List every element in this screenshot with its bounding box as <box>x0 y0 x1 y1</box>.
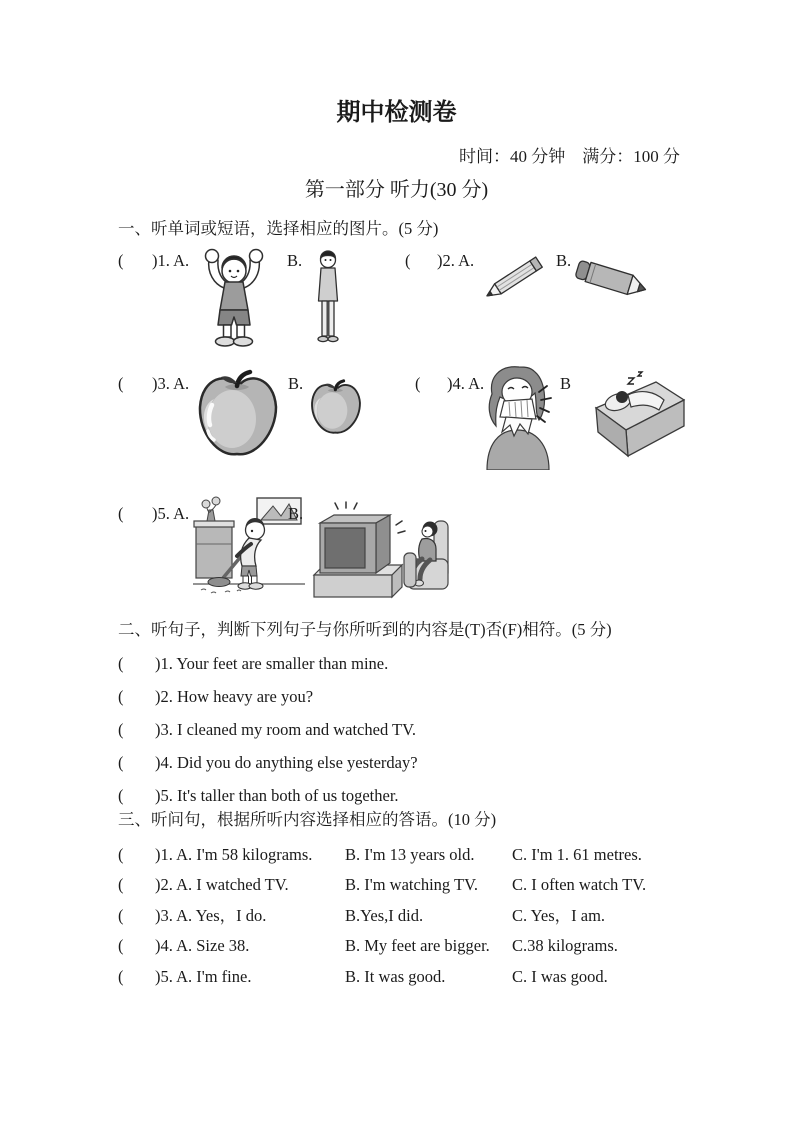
girl-sleeping-on-bed-image <box>588 370 688 462</box>
answer-paren: ( <box>118 936 124 955</box>
answer-paren: ( <box>118 720 124 739</box>
q2-option-a-label: )2. A. <box>437 251 475 270</box>
q1-option-a-label: )1. A. <box>152 251 190 270</box>
tf-item-5 <box>118 786 399 807</box>
tf-sentence: )1. Your feet are smaller than mine. <box>155 654 389 673</box>
answer-paren-q3: ( <box>118 374 124 393</box>
tf-sentence: )2. How heavy are you? <box>155 687 314 706</box>
tf-sentence: )3. I cleaned my room and watched TV. <box>155 720 417 739</box>
option-c: C. Yes，I am. <box>512 906 606 925</box>
exam-meta <box>459 146 680 167</box>
option-c: C. I often watch TV. <box>512 875 647 894</box>
option-c: C. I was good. <box>512 967 608 986</box>
answer-paren: ( <box>118 654 124 673</box>
q2-option-b-label: B. <box>556 251 572 270</box>
tf-item-2 <box>118 687 313 708</box>
section-one-heading: 一、听单词或短语，选择相应的图片。(5 分) <box>118 219 439 238</box>
thick-pencil-image <box>571 250 651 308</box>
full-score-label: 满分：100 分 <box>582 147 680 166</box>
answer-paren-q2: ( <box>405 251 411 270</box>
q1-option-b-label: B. <box>287 251 303 270</box>
q4-option-b-label: B <box>560 374 572 393</box>
option-b: B.Yes,I did. <box>345 906 424 925</box>
tf-sentence: )5. It's taller than both of us together. <box>155 786 399 805</box>
tf-item-4 <box>118 753 418 774</box>
option-a: )4. A. Size 38. <box>155 936 250 955</box>
answer-paren-q1: ( <box>118 251 124 270</box>
answer-paren: ( <box>118 687 124 706</box>
part-one-heading: 第一部分 听力(30 分) <box>304 179 489 201</box>
mc-item-2 <box>118 875 646 896</box>
thin-pencil-image <box>477 247 549 311</box>
tf-sentence: )4. Did you do anything else yesterday? <box>155 753 418 772</box>
option-a: )5. A. I'm fine. <box>155 967 252 986</box>
q3-option-b-label: B. <box>288 374 304 393</box>
option-b: B. My feet are bigger. <box>345 936 490 955</box>
option-a: )3. A. Yes，I do. <box>155 906 267 925</box>
option-b: B. I'm watching TV. <box>345 875 478 894</box>
option-b: B. I'm 13 years old. <box>345 845 475 864</box>
option-b: B. It was good. <box>345 967 446 986</box>
option-c: C. I'm 1. 61 metres. <box>512 845 642 864</box>
answer-paren: ( <box>118 967 124 986</box>
big-apple-image <box>192 367 284 463</box>
tf-item-1 <box>118 654 388 675</box>
answer-paren: ( <box>118 786 124 805</box>
small-apple-image <box>307 377 365 439</box>
section-three-heading: 三、听问句，根据所听内容选择相应的答语。(10 分) <box>118 810 497 829</box>
tall-thin-man-image <box>310 250 346 344</box>
q5-option-a-label: )5. A. <box>152 504 190 523</box>
answer-paren: ( <box>118 845 124 864</box>
page-title: 期中检测卷 <box>336 100 457 126</box>
sneezing-woman-image <box>483 364 555 470</box>
q5-option-b-label: B. <box>288 504 304 523</box>
mc-item-5 <box>118 967 608 988</box>
q3-option-a-label: )3. A. <box>152 374 190 393</box>
option-c: C.38 kilograms. <box>512 936 618 955</box>
answer-paren: ( <box>118 875 124 894</box>
answer-paren: ( <box>118 906 124 925</box>
option-a: )1. A. I'm 58 kilograms. <box>155 845 313 864</box>
mc-item-1 <box>118 845 642 866</box>
answer-paren-q5: ( <box>118 504 124 523</box>
boy-watching-tv-image <box>310 497 452 603</box>
time-limit-label: 时间：40 分钟 <box>459 147 566 166</box>
mc-item-3 <box>118 906 605 927</box>
q4-option-a-label: )4. A. <box>447 374 485 393</box>
answer-paren: ( <box>118 753 124 772</box>
answer-paren-q4: ( <box>415 374 421 393</box>
section-two-heading: 二、听句子，判断下列句子与你所听到的内容是(T)否(F)相符。(5 分) <box>118 620 612 639</box>
option-a: )2. A. I watched TV. <box>155 875 289 894</box>
tf-item-3 <box>118 720 416 741</box>
mc-item-4 <box>118 936 618 957</box>
strong-boy-image <box>197 246 271 348</box>
